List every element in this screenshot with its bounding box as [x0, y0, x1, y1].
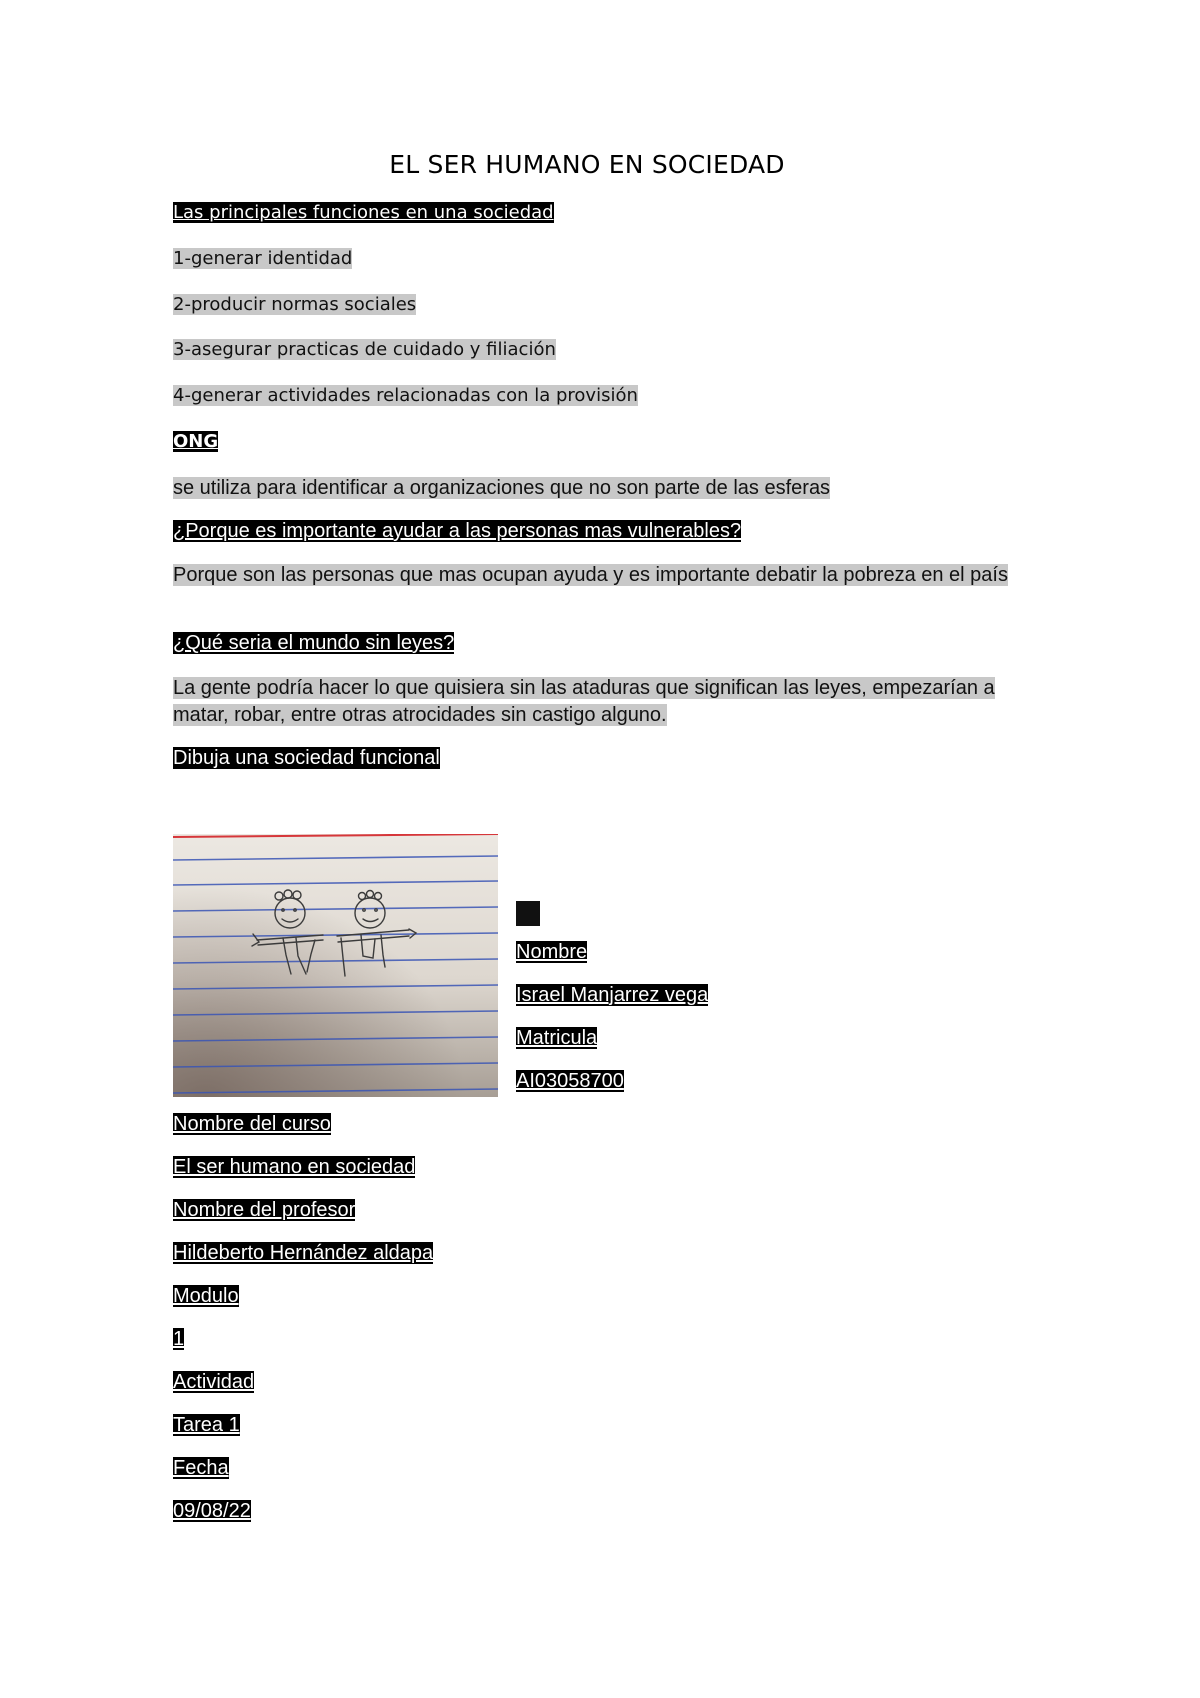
function-item-2: 2-producir normas sociales: [173, 294, 417, 315]
activity-label: Actividad: [173, 1371, 255, 1393]
module-label: Modulo: [173, 1285, 239, 1307]
paper-shadow: [173, 834, 498, 1097]
activity-value: Tarea 1: [173, 1414, 240, 1436]
course-name: El ser humano en sociedad: [173, 1156, 416, 1178]
student-name: Israel Manjarrez vega: [516, 984, 709, 1006]
draw-prompt: Dibuja una sociedad funcional: [173, 747, 440, 769]
drawing-photo: [173, 834, 498, 1097]
module-value: 1: [173, 1328, 185, 1350]
answer-2: La gente podría hacer lo que quisiera sin las ataduras que significan las leyes, empezarían a matar, robar, entre otras atrocidades sin castigo alguno.: [173, 677, 995, 726]
id-label: Matricula: [516, 1027, 598, 1049]
black-box-marker: [516, 901, 540, 926]
function-item-1: 1-generar identidad: [173, 248, 353, 269]
ong-text: se utiliza para identificar a organizaciones que no son parte de las esferas: [173, 477, 831, 499]
question-1: ¿Porque es importante ayudar a las personas mas vulnerables?: [173, 520, 742, 542]
function-item-4: 4-generar actividades relacionadas con la provisión: [173, 385, 638, 406]
name-label: Nombre: [516, 941, 588, 963]
drawing-svg: [173, 834, 498, 1097]
student-id: AI03058700: [516, 1070, 624, 1092]
answer-1: Porque son las personas que mas ocupan ayuda y es importante debatir la pobreza en el país: [173, 564, 1008, 586]
date-value: 09/08/22: [173, 1500, 251, 1522]
function-item-3: 3-asegurar practicas de cuidado y filiación: [173, 339, 556, 360]
ong-heading: ONG: [173, 431, 219, 452]
course-label: Nombre del curso: [173, 1113, 331, 1135]
functions-heading: Las principales funciones en una sociedad: [173, 202, 554, 223]
teacher-label: Nombre del profesor: [173, 1199, 356, 1221]
question-2: ¿Qué seria el mundo sin leyes?: [173, 632, 455, 654]
teacher-name: Hildeberto Hernández aldapa: [173, 1242, 434, 1264]
date-label: Fecha: [173, 1457, 229, 1479]
page-title: EL SER HUMANO EN SOCIEDAD: [389, 150, 785, 179]
